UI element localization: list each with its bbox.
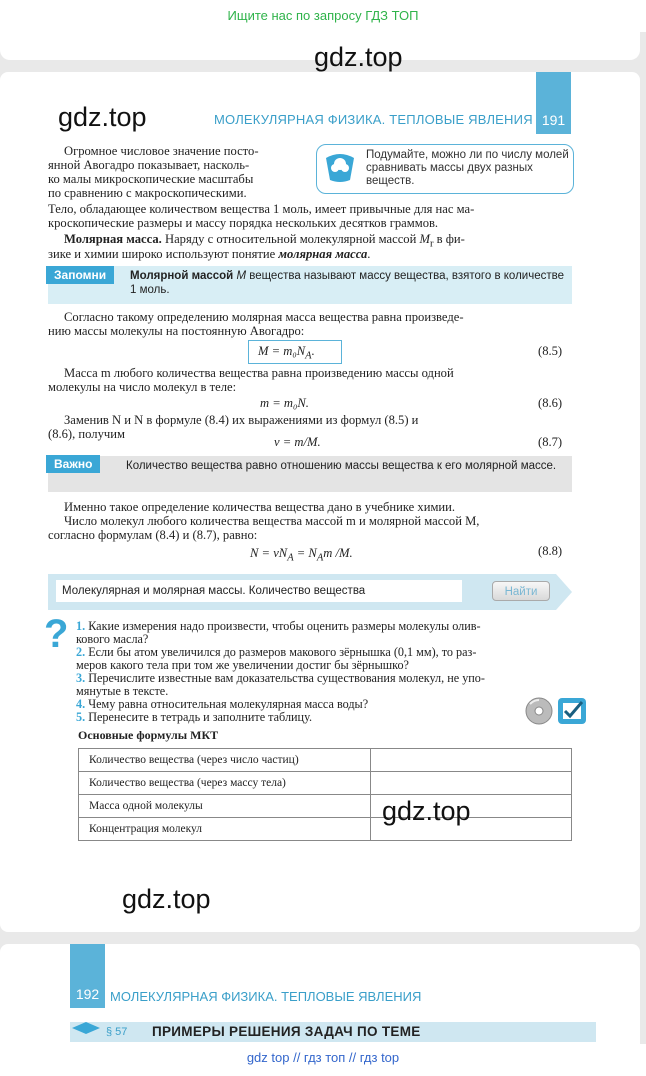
think-box-text: Подумайте, можно ли по числу молей сравнивать массы двух разных веществ. bbox=[366, 149, 569, 187]
table-row bbox=[79, 749, 572, 772]
search-bar-arrow bbox=[556, 574, 572, 610]
question-item bbox=[76, 711, 572, 724]
text: вещества называют массу вещества, взятого в количестве 1 моль. bbox=[130, 270, 564, 296]
paragraph-line: Согласно такому определению молярная масса вещества равна произведе- bbox=[64, 310, 464, 324]
intro-line: ко малы микроскопические масштабы bbox=[48, 172, 254, 186]
question-text: Перечислите известные вам доказательства существования молекул, не упо- bbox=[88, 671, 485, 685]
text: в фи- bbox=[433, 232, 465, 246]
top-banner[interactable]: Ищите нас по запросу ГДЗ ТОП bbox=[0, 0, 646, 32]
molar-term: Молярная масса. bbox=[64, 232, 162, 246]
remember-text bbox=[130, 270, 570, 297]
question-text-cont: кового масла? bbox=[76, 632, 149, 647]
page-number: 192 bbox=[70, 944, 105, 1008]
subscript: A bbox=[316, 552, 324, 564]
text: зике и химии широко используют понятие bbox=[48, 247, 279, 261]
term: Молярной массой bbox=[130, 270, 234, 282]
paragraph-line: согласно формулам (8.4) и (8.7), равно: bbox=[48, 528, 258, 542]
question-number: 3. bbox=[76, 671, 86, 685]
paragraph-line: молекулы на число молекул в теле: bbox=[48, 380, 237, 394]
question-mark-icon: ? bbox=[44, 612, 69, 656]
equation-number: (8.7) bbox=[538, 435, 563, 449]
paragraph-line: (8.6), получим bbox=[48, 427, 125, 441]
paragraph-line: нию массы молекулы на постоянную Авогадро: bbox=[48, 324, 305, 338]
checkbox-icon[interactable] bbox=[556, 696, 588, 726]
section-number: § 57 bbox=[106, 1026, 128, 1038]
formula-text: = N bbox=[293, 546, 317, 560]
table-cell: Количество вещества (через число частиц) bbox=[79, 749, 371, 772]
question-text: Если бы атом увеличился до размеров макового зёрнышка (0,1 мм), то раз- bbox=[88, 645, 477, 659]
search-button[interactable]: Найти bbox=[492, 581, 550, 601]
question-number: 4. bbox=[76, 697, 86, 711]
text: . bbox=[367, 247, 371, 261]
intro-line: янной Авогадро показывает, насколь- bbox=[48, 158, 250, 172]
important-label: Важно bbox=[46, 455, 100, 473]
section-title: ПРИМЕРЫ РЕШЕНИЯ ЗАДАЧ ПО ТЕМЕ bbox=[152, 1024, 421, 1039]
subscript: r bbox=[430, 238, 434, 250]
table-cell-empty bbox=[371, 749, 572, 772]
watermark: gdz.top bbox=[122, 884, 211, 914]
formula-tail: . bbox=[311, 344, 315, 358]
formulas-table bbox=[78, 748, 572, 841]
watermark: gdz.top bbox=[314, 42, 403, 72]
symbol: M bbox=[419, 232, 430, 246]
question-item bbox=[76, 620, 572, 646]
search-input[interactable]: Молекулярная и молярная массы. Количество вещества bbox=[56, 580, 462, 602]
formula-8-6: m = m₀N. bbox=[260, 396, 309, 410]
term: молярная масса bbox=[278, 247, 368, 261]
text: Наряду с относительной молекулярной массой bbox=[161, 232, 420, 246]
table-row bbox=[79, 795, 572, 818]
paragraph-line: Число молекул любого количества вещества массой m и молярной массой M, bbox=[64, 514, 480, 528]
formula-8-5 bbox=[258, 344, 315, 364]
formula-text: M = m₀N bbox=[258, 344, 306, 358]
question-item bbox=[76, 646, 572, 672]
formula-8-8 bbox=[250, 546, 353, 566]
question-text: Чему равна относительная молекулярная масса воды? bbox=[88, 697, 369, 711]
subscript: A bbox=[305, 350, 312, 362]
question-number: 1. bbox=[76, 619, 86, 633]
important-text: Количество вещества равно отношению массы вещества к его молярной массе. bbox=[126, 460, 557, 472]
table-row bbox=[79, 818, 572, 841]
page-number: 191 bbox=[536, 72, 571, 134]
watermark: gdz.top bbox=[382, 796, 471, 826]
table-cell: Количество вещества (через массу тела) bbox=[79, 772, 371, 795]
watermark: gdz.top bbox=[58, 102, 147, 132]
question-text: Какие измерения надо произвести, чтобы оценить размеры молекулы олив- bbox=[88, 619, 481, 633]
remember-label: Запомни bbox=[46, 266, 114, 284]
subscript: A bbox=[287, 552, 294, 564]
page-header-title: МОЛЕКУЛЯРНАЯ ФИЗИКА. ТЕПЛОВЫЕ ЯВЛЕНИЯ bbox=[214, 112, 533, 127]
intro-line: по сравнению с макроскопическими. bbox=[48, 186, 247, 200]
table-cell: Концентрация молекул bbox=[79, 818, 371, 841]
table-row bbox=[79, 772, 572, 795]
equation-number: (8.6) bbox=[538, 396, 563, 410]
table-cell: Масса одной молекулы bbox=[79, 795, 371, 818]
table-title: Основные формулы МКТ bbox=[78, 728, 219, 742]
question-text-cont: меров какого тела при том же увеличении достиг бы зёрнышко? bbox=[76, 658, 409, 673]
equation-number: (8.8) bbox=[538, 544, 563, 558]
formula-8-7: ν = m/M. bbox=[274, 435, 321, 449]
graduation-cap-icon bbox=[72, 1022, 100, 1038]
molar-paragraph-line2 bbox=[48, 247, 370, 262]
question-text: Перенесите в тетрадь и заполните таблицу. bbox=[88, 710, 312, 724]
intro-line: Тело, обладающее количеством вещества 1 моль, имеет привычные для нас ма- bbox=[48, 202, 475, 216]
question-number: 2. bbox=[76, 645, 86, 659]
question-number: 5. bbox=[76, 710, 86, 724]
symbol: M bbox=[236, 270, 247, 282]
question-text-cont: мянутые в тексте. bbox=[76, 684, 169, 699]
table-cell-empty bbox=[371, 772, 572, 795]
paragraph-line: Масса m любого количества вещества равна произведению массы одной bbox=[64, 366, 454, 380]
intro-line: Огромное числовое значение посто- bbox=[64, 144, 259, 158]
think-icon bbox=[322, 150, 358, 184]
formula-text: N = νN bbox=[250, 546, 288, 560]
bottom-bar[interactable]: gdz top // гдз топ // гдз top bbox=[0, 1044, 646, 1076]
question-item bbox=[76, 672, 572, 698]
disc-icon[interactable] bbox=[524, 696, 554, 726]
formula-text: m /M. bbox=[323, 546, 353, 560]
paragraph-line: Именно такое определение количества вещества дано в учебнике химии. bbox=[64, 500, 456, 514]
paragraph-line: Заменив N и N в формуле (8.4) их выражениями из формул (8.5) и bbox=[64, 413, 419, 427]
page-header-title: МОЛЕКУЛЯРНАЯ ФИЗИКА. ТЕПЛОВЫЕ ЯВЛЕНИЯ bbox=[110, 989, 422, 1004]
intro-line: кроскопические размеры и массу порядка нескольких десятков граммов. bbox=[48, 216, 439, 230]
equation-number: (8.5) bbox=[538, 344, 563, 358]
